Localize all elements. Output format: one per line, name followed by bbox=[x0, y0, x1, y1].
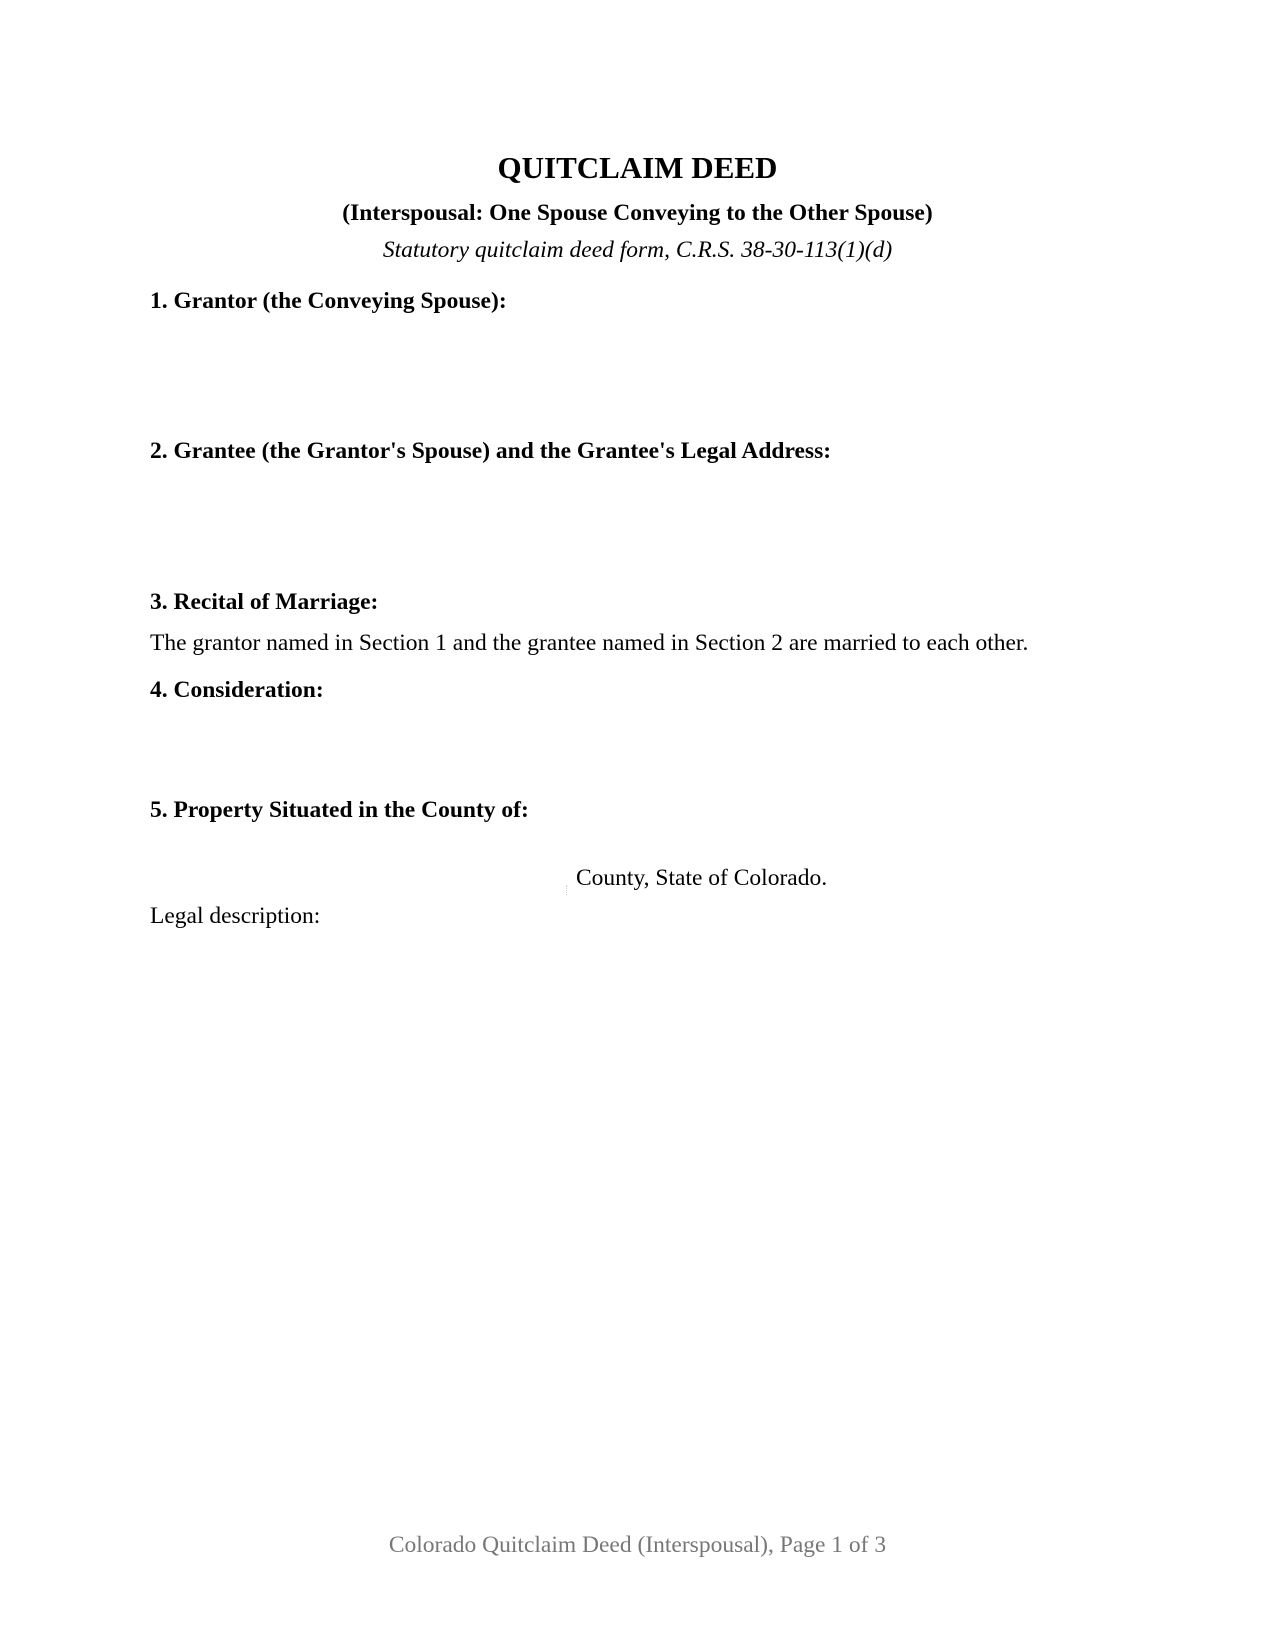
document-title: QUITCLAIM DEED bbox=[497, 150, 778, 185]
page-footer: Colorado Quitclaim Deed (Interspousal), Page 1 of 3 bbox=[388, 1532, 887, 1558]
document-subtitle: (Interspousal: One Spouse Conveying to the Other Spouse) bbox=[342, 200, 933, 226]
recital-text: The grantor named in Section 1 and the grantee named in Section 2 are married to each other. bbox=[150, 630, 1029, 656]
grantee-heading: 2. Grantee (the Grantor's Spouse) and the Grantee's Legal Address: bbox=[150, 438, 832, 464]
grantor-heading: 1. Grantor (the Conveying Spouse): bbox=[150, 288, 507, 314]
recital-heading: 3. Recital of Marriage: bbox=[150, 589, 379, 615]
legal-description-label: Legal description: bbox=[150, 903, 321, 929]
county-blank-field[interactable] bbox=[566, 885, 568, 895]
statute-citation: Statutory quitclaim deed form, C.R.S. 38-30-113(1)(d) bbox=[382, 237, 893, 263]
property-heading: 5. Property Situated in the County of: bbox=[150, 797, 529, 823]
consideration-heading: 4. Consideration: bbox=[150, 677, 324, 703]
county-state-text: County, State of Colorado. bbox=[576, 865, 828, 891]
